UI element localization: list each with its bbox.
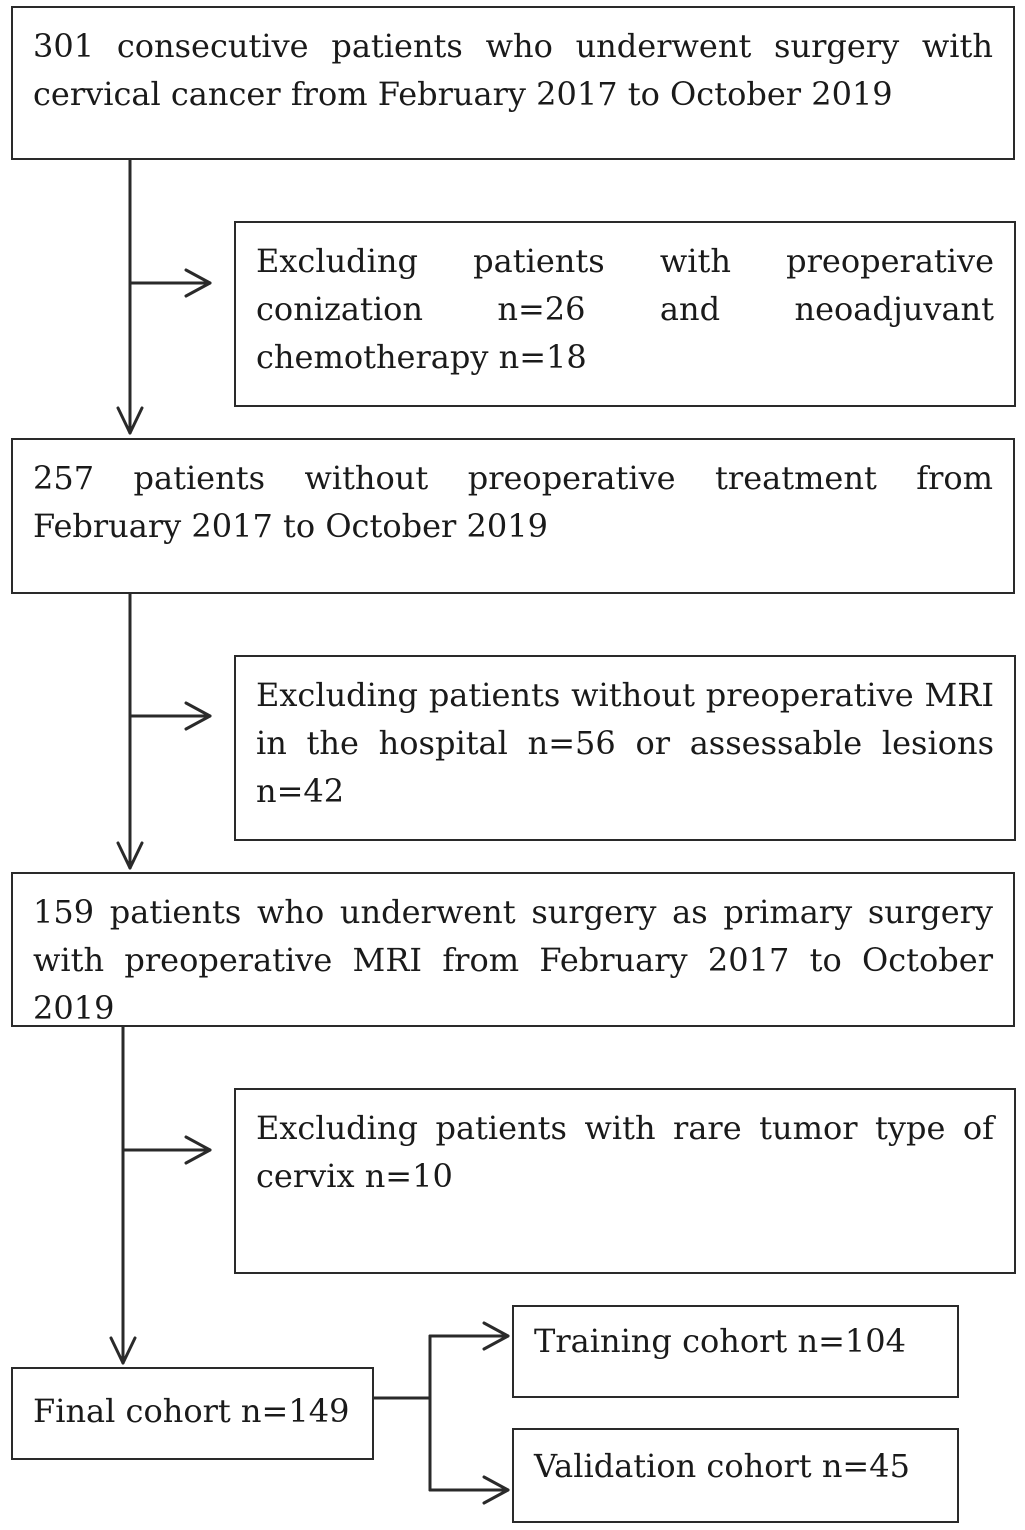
box-exclusion-mri — [234, 655, 1016, 841]
box-exclusion-preoperative-treatment-text: Excluding patients with preoperative conization n=26 and neoadjuvant chemotherapy n=18 — [256, 242, 994, 376]
box-training-cohort — [512, 1305, 959, 1398]
box-final-cohort-text: Final cohort n=149 — [33, 1392, 350, 1430]
box-primary-surgery-patients-text: 159 patients who underwent surgery as primary surgery with preoperative MRI from February 2017 to October 2019 — [33, 893, 993, 1027]
box-exclusion-mri-text: Excluding patients without preoperative MRI in the hospital n=56 or assessable lesions n=42 — [256, 676, 994, 810]
box-exclusion-rare-tumor — [234, 1088, 1016, 1274]
box-initial-patients — [11, 6, 1015, 160]
box-patients-without-treatment — [11, 438, 1015, 594]
box-validation-cohort-text: Validation cohort n=45 — [534, 1447, 910, 1485]
box-validation-cohort — [512, 1428, 959, 1523]
box-exclusion-preoperative-treatment — [234, 221, 1016, 407]
box-training-cohort-text: Training cohort n=104 — [534, 1322, 906, 1360]
box-initial-patients-text: 301 consecutive patients who underwent surgery with cervical cancer from February 2017 to October 2019 — [33, 27, 993, 113]
box-exclusion-rare-tumor-text: Excluding patients with rare tumor type of cervix n=10 — [256, 1109, 994, 1195]
box-primary-surgery-patients — [11, 872, 1015, 1027]
box-patients-without-treatment-text: 257 patients without preoperative treatment from February 2017 to October 2019 — [33, 459, 993, 545]
box-final-cohort — [11, 1367, 374, 1460]
